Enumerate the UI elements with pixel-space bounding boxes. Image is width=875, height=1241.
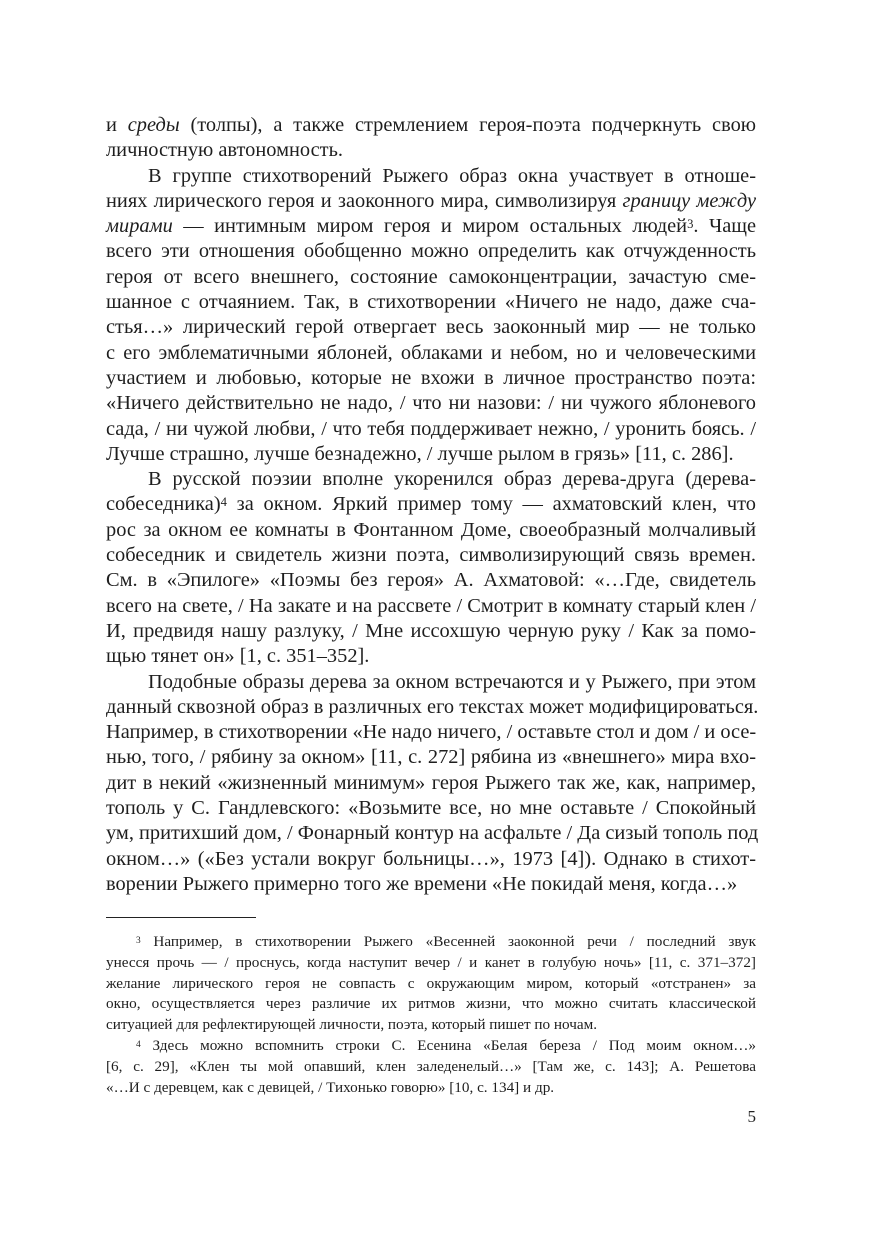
text-line: мирами — интимным миром героя и миром остальных людей$^3$. Чаще — [106, 215, 756, 238]
text-line: $^4$ Здесь можно вспомнить строки С. Есенина «Белая береза / Под моим окном…» — [136, 1036, 756, 1054]
paragraph-1 — [106, 113, 756, 164]
text-line: с его эмблематичными яблоней, облаками и небом, но и человеческими — [106, 341, 756, 364]
text-line: ум, притихший дом, / Фонарный контур на асфальте / Да сизый тополь под — [106, 822, 759, 845]
text-line: рос за окном ее комнаты в Фонтанном Доме, своеобразный молчаливый — [106, 518, 756, 541]
text-line: Подобные образы дерева за окном встречаются и у Рыжего, при этом — [148, 670, 756, 693]
paragraph-3 — [106, 467, 756, 669]
text-line: желание лирического героя не совпасть с окружающим миром, который «отстранен» за — [106, 974, 756, 992]
text-line: «…И с деревцем, как с девицей, / Тихонько говорю» [10, с. 134] и др. — [106, 1078, 555, 1096]
text-line: окном…» («Без устали вокруг больницы…», 1973 [4]). Однако в стихот- — [106, 847, 756, 870]
text-line: собеседника)$^4$ за окном. Яркий пример тому — ахматовский клен, что — [106, 493, 756, 516]
footnote-separator — [106, 917, 256, 918]
paragraph-4 — [106, 670, 759, 898]
text-line: всего эти отношения обобщенно можно определить как отчужденность — [106, 240, 756, 263]
text-line: личностную автономность. — [106, 139, 343, 162]
text-line: щью тянет он» [1, с. 351–352]. — [106, 645, 370, 668]
text-line: ворении Рыжего примерно того же времени «Не покидай меня, когда…» — [106, 872, 738, 895]
text-line: См. в «Эпилоге» «Поэмы без героя» А. Ахматовой: «…Где, свидетель — [106, 569, 756, 592]
text-line: И, предвидя нашу разлуку, / Мне иссохшую черную руку / Как за помо- — [106, 619, 756, 642]
text-line: стья…» лирический герой отвергает весь заоконный мир — не только — [106, 316, 756, 339]
text-line: героя от всего внешнего, состояние самоконцентрации, зачастую сме- — [106, 265, 756, 288]
text-line: шанное с отчаянием. Так, в стихотворении «Ничего не надо, даже сча- — [106, 291, 756, 314]
text-line: ситуацией для рефлектирующей личности, поэта, который пишет по ночам. — [106, 1016, 598, 1034]
text-line: «Ничего действительно не надо, / что ни назови: / ни чужого яблоневого — [106, 392, 756, 415]
footnote-3 — [106, 932, 756, 1036]
main-text — [106, 113, 759, 897]
text-line: [6, с. 29], «Клен ты мой опавший, клен заледенелый…» [Там же, с. 143]; А. Решетова — [106, 1057, 756, 1075]
text-line: сада, / ни чужой любви, / что тебя поддерживает нежно, / уронить боясь. / — [106, 417, 756, 440]
text-line: В русской поэзии вполне укоренился образ дерева-друга (дерева- — [148, 468, 756, 491]
text-line: нью, того, / рябину за окном» [11, с. 272] рябина из «внешнего» мира вхо- — [106, 746, 756, 769]
text-line: Лучше страшно, лучше безнадежно, / лучше рылом в грязь» [11, с. 286]. — [106, 442, 734, 465]
text-line: дит в некий «жизненный минимум» героя Рыжего так же, как, например, — [106, 771, 756, 794]
text-line: ниях лирического героя и заоконного мира, символизируя границу между — [106, 189, 756, 212]
text-line: участием и любовью, которые не вхожи в личное пространство поэта: — [106, 366, 756, 389]
text-line: В группе стихотворений Рыжего образ окна участвует в отноше- — [148, 164, 756, 187]
text-line: собеседник и свидетель жизни поэта, символизирующий связь времен. — [106, 544, 756, 567]
footnotes — [106, 932, 756, 1098]
text-line: $^3$ Например, в стихотворении Рыжего «Весенней заоконной речи / последний звук — [136, 933, 756, 950]
text-line: тополь у С. Гандлевского: «Возьмите все, но мне оставьте / Спокойный — [106, 797, 756, 820]
text-line: и среды (толпы), а также стремлением героя-поэта подчеркнуть свою — [106, 114, 756, 136]
page-number: 5 — [747, 1107, 756, 1126]
text-line: унесся прочь — / проснусь, когда наступит вечер / и канет в голубую ночь» [11, с. 371–372] — [106, 953, 756, 971]
paragraph-2 — [106, 164, 756, 468]
text-line: всего на свете, / На закате и на рассвете / Смотрит в комнату старый клен / — [106, 594, 756, 617]
text-line: Например, в стихотворении «Не надо ничего, / оставьте стол и дом / и осе- — [106, 721, 757, 744]
text-line: окно, осуществляется через различие их ритмов жизни, что можно считать классической — [106, 995, 756, 1013]
footnote-4 — [106, 1036, 756, 1098]
text-line: данный сквозной образ в различных его текстах может модифицироваться. — [106, 695, 759, 718]
